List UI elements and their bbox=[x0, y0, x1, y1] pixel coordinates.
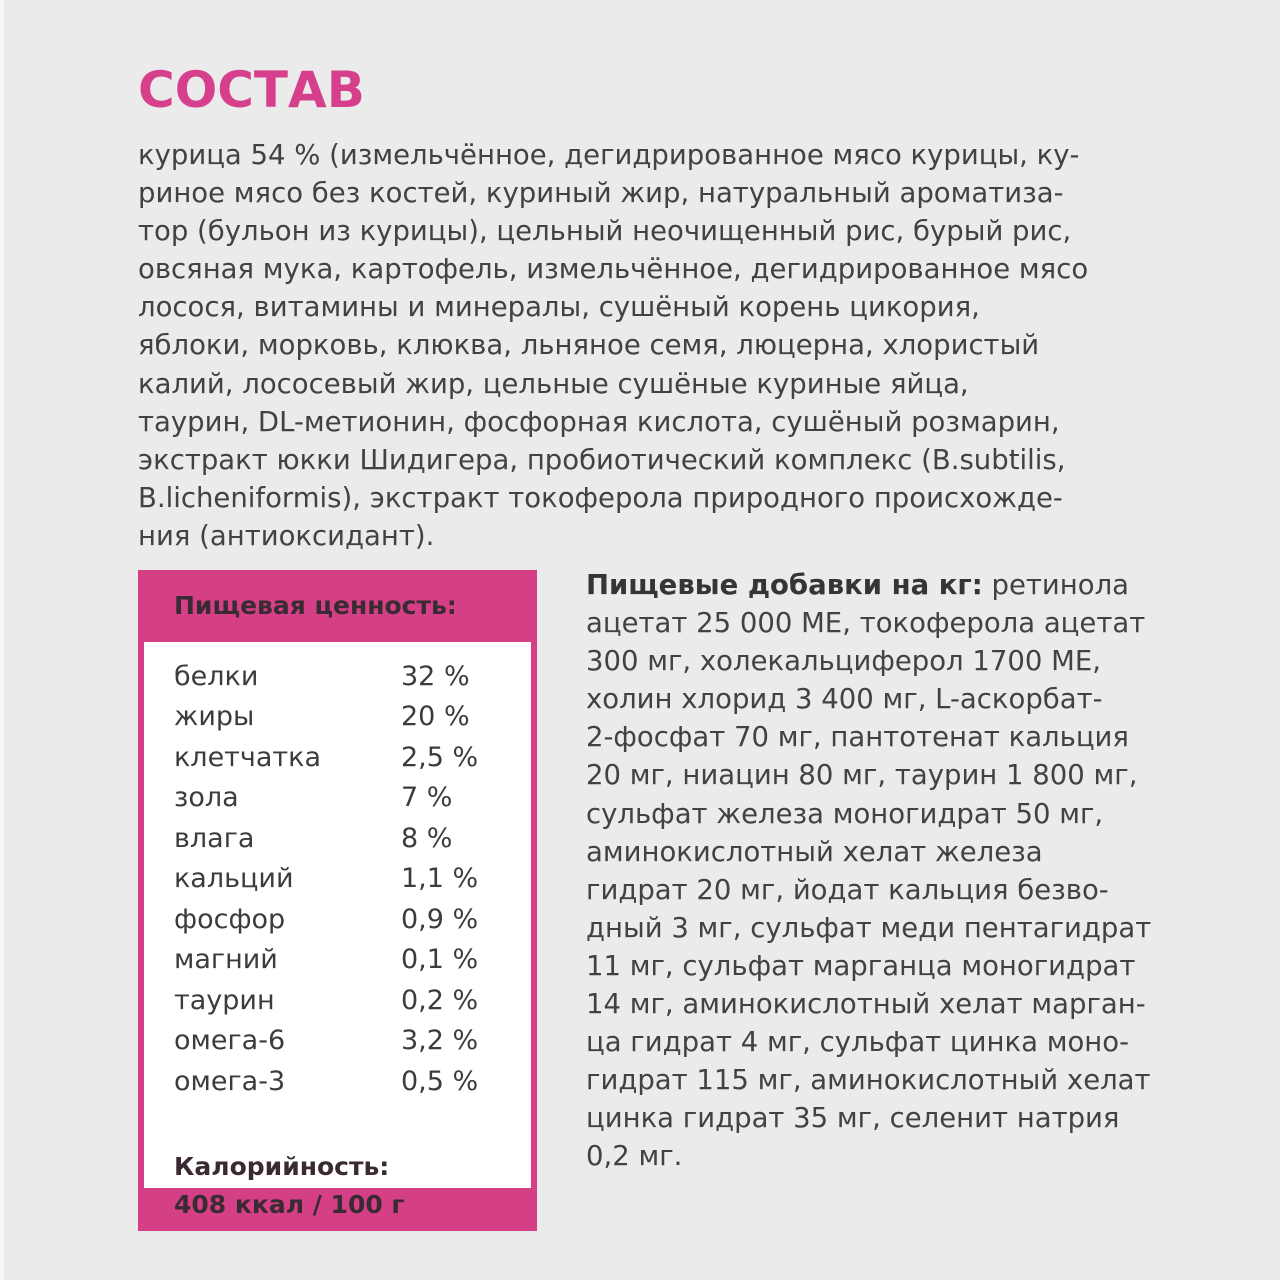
nutrient-name: клетчатка bbox=[174, 741, 321, 773]
nutrient-value: 7 % bbox=[401, 782, 453, 814]
calories-block bbox=[138, 1128, 537, 1231]
calories-value: 408 ккал / 100 г bbox=[174, 1190, 405, 1219]
nutrition-row bbox=[174, 697, 531, 738]
additives-text bbox=[586, 566, 1246, 1176]
nutrient-name: зола bbox=[174, 782, 239, 814]
composition-line: калий, лососевый жир, цельные сушёные куриные яйца, bbox=[138, 367, 969, 400]
composition-line: таурин, DL-метионин, фосфорная кислота, сушёный розмарин, bbox=[138, 405, 1060, 438]
composition-line: овсяная мука, картофель, измельчённое, дегидрированное мясо bbox=[138, 253, 1089, 286]
nutrition-row bbox=[174, 778, 531, 819]
nutrient-name: таурин bbox=[174, 984, 275, 1016]
additives-line: гидрат 115 мг, аминокислотный хелат bbox=[586, 1064, 1151, 1097]
additives-line: 300 мг, холекальциферол 1700 МЕ, bbox=[586, 645, 1101, 678]
composition-line: курица 54 % (измельчённое, дегидрированное мясо курицы, ку- bbox=[138, 139, 1080, 171]
additives-line: цинка гидрат 35 мг, селенит натрия bbox=[586, 1102, 1120, 1135]
nutrient-value: 20 % bbox=[401, 701, 470, 733]
additives-line: 0,2 мг. bbox=[586, 1140, 683, 1173]
additives-line: холин хлорид 3 400 мг, L-аскорбат- bbox=[586, 683, 1103, 716]
left-edge-strip bbox=[0, 0, 4, 1280]
composition-line: экстракт юкки Шидигера, пробиотический комплекс (B.subtilis, bbox=[138, 443, 1066, 476]
nutrient-name: омега-6 bbox=[174, 1025, 286, 1057]
nutrient-name: кальций bbox=[174, 863, 294, 895]
composition-line: тор (бульон из курицы), цельный неочищенный рис, бурый рис, bbox=[138, 215, 1072, 248]
nutrient-value: 32 % bbox=[401, 660, 470, 692]
nutrition-heading: Пищевая ценность: bbox=[174, 591, 457, 620]
nutrient-name: жиры bbox=[174, 701, 255, 733]
nutrient-value: 0,5 % bbox=[401, 1065, 479, 1097]
additives-label: Пищевые добавки на кг: bbox=[586, 569, 983, 601]
additives-line: 20 мг, ниацин 80 мг, таурин 1 800 мг, bbox=[586, 759, 1138, 792]
nutrient-value: 0,9 % bbox=[401, 903, 479, 935]
composition-line: лосося, витамины и минералы, сушёный корень цикория, bbox=[138, 291, 980, 324]
nutrition-row bbox=[174, 656, 531, 697]
nutrient-name: омега-3 bbox=[174, 1065, 286, 1097]
additives-line: ацетат 25 000 МЕ, токоферола ацетат bbox=[586, 607, 1146, 640]
nutrition-row bbox=[174, 818, 531, 859]
additives-line: 2-фосфат 70 мг, пантотенат кальция bbox=[586, 721, 1129, 754]
nutrition-row bbox=[174, 899, 531, 940]
nutrition-table bbox=[144, 642, 531, 1188]
composition-line: риное мясо без костей, куриный жир, натуральный ароматиза- bbox=[138, 177, 1064, 210]
nutrition-box bbox=[138, 570, 537, 1231]
additives-line: сульфат железа моногидрат 50 мг, bbox=[586, 797, 1104, 830]
nutrient-value: 0,1 % bbox=[401, 944, 479, 976]
nutrient-name: белки bbox=[174, 660, 259, 692]
calories-label: Калорийность: bbox=[174, 1152, 390, 1181]
additives-line: аминокислотный хелат железа bbox=[586, 835, 1043, 868]
nutrition-row bbox=[174, 737, 531, 778]
additives-first-line bbox=[586, 566, 1246, 604]
composition-line: B.licheniformis), экстракт токоферола природного происхожде- bbox=[138, 481, 1063, 514]
nutrient-value: 3,2 % bbox=[401, 1025, 479, 1057]
additives-line: дный 3 мг, сульфат меди пентагидрат bbox=[586, 911, 1152, 944]
nutrition-row bbox=[174, 980, 531, 1021]
page-title: СОСТАВ bbox=[138, 61, 365, 119]
nutrient-value: 8 % bbox=[401, 822, 453, 854]
additives-line: ца гидрат 4 мг, сульфат цинка моно- bbox=[586, 1026, 1130, 1059]
nutrient-name: магний bbox=[174, 944, 278, 976]
nutrient-name: фосфор bbox=[174, 903, 286, 935]
nutrition-row bbox=[174, 1021, 531, 1062]
nutrition-row bbox=[174, 1061, 531, 1102]
nutrient-name: влага bbox=[174, 822, 255, 854]
nutrient-value: 2,5 % bbox=[401, 741, 479, 773]
additives-line: 11 мг, сульфат марганца моногидрат bbox=[586, 949, 1136, 982]
additives-line: гидрат 20 мг, йодат кальция безво- bbox=[586, 873, 1109, 906]
nutrition-row bbox=[174, 940, 531, 981]
additives-first-line-rest: ретинола bbox=[982, 569, 1130, 601]
composition-line: яблоки, морковь, клюква, льняное семя, люцерна, хлористый bbox=[138, 329, 1040, 362]
nutrient-value: 1,1 % bbox=[401, 863, 479, 895]
composition-text bbox=[138, 136, 1248, 555]
additives-line: 14 мг, аминокислотный хелат марган- bbox=[586, 988, 1146, 1021]
composition-line: ния (антиоксидант). bbox=[138, 519, 435, 552]
nutrient-value: 0,2 % bbox=[401, 984, 479, 1016]
nutrition-row bbox=[174, 859, 531, 900]
